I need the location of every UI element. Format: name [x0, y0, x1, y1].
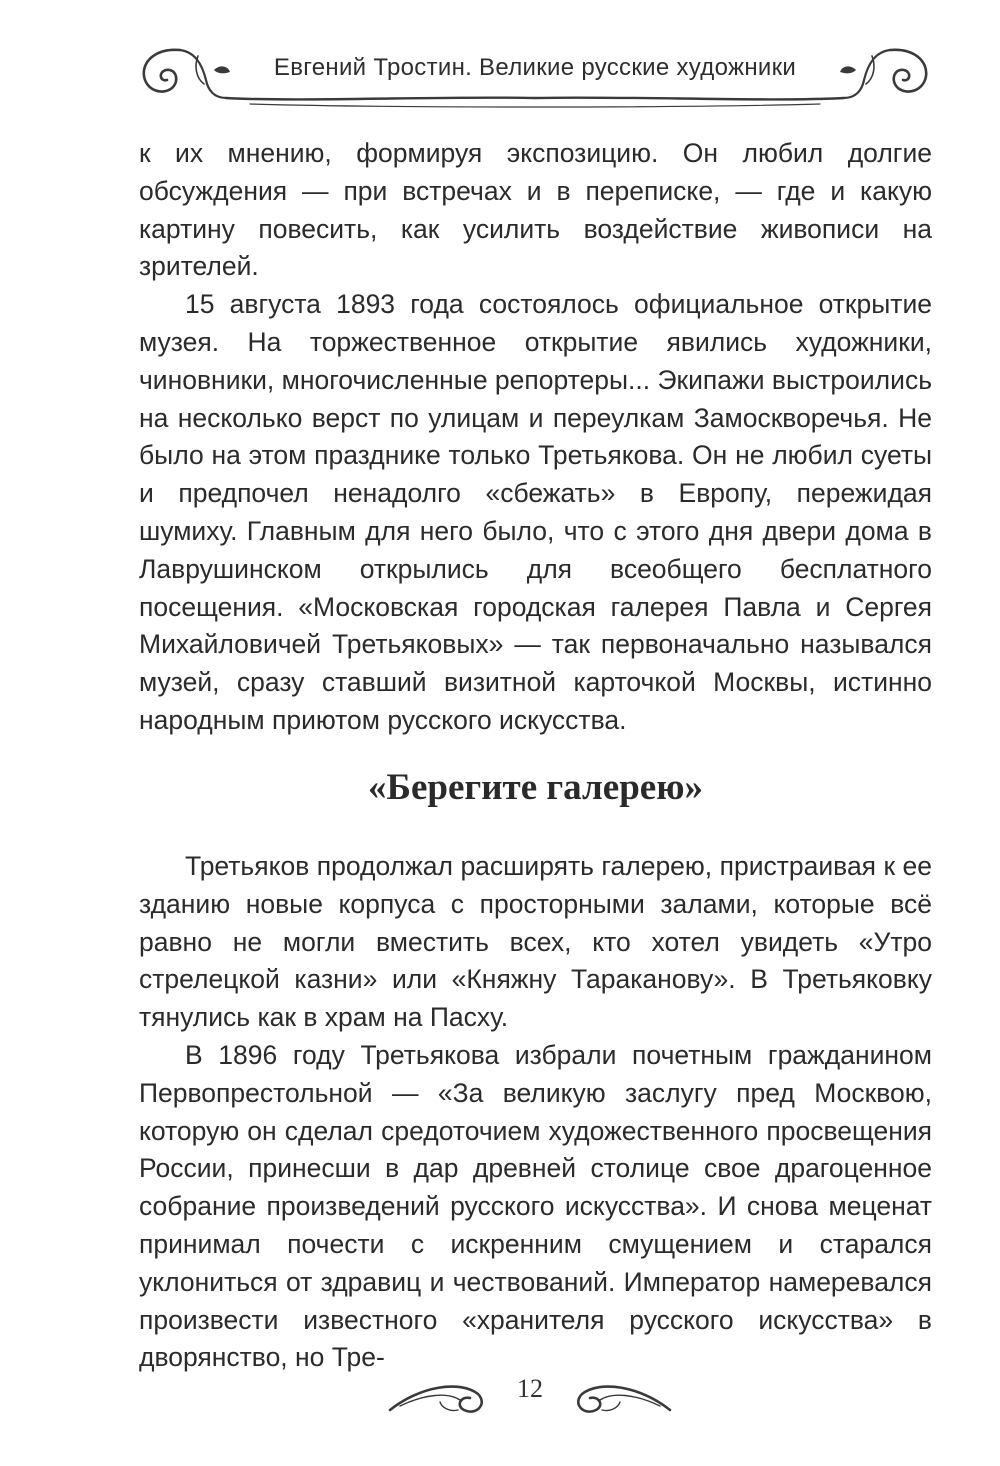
page-footer	[380, 1366, 680, 1426]
section-heading: «Берегите галерею»	[368, 767, 703, 808]
paragraph: 15 августа 1893 года состоялось официальное открытие музея. На торжественное открытие явились художники, чиновники, многочисленные репортеры... Экипажи выстроились на несколько верст по улицам и переулкам Замоскворечья. Не было на этом празднике только Третьякова. Он не любил суеты и предпочел ненадолго «сбежать» в Европу, пережидая шумиху. Главным для него было, что с этого дня двери дома в Лаврушинском открылись для всеобщего бесплатного посещения. «Московская городская галерея Павла и Сергея Михайловичей Третьяковых» — так первоначально назывался музей, сразу ставший визитной карточкой Москвы, истинно народным приютом русского искусства.	[139, 289, 932, 735]
body-text-bottom	[139, 848, 932, 1377]
running-header	[140, 40, 930, 110]
paragraph: В 1896 году Третьякова избрали почетным гражданином Первопрестольной — «За великую заслугу пред Москвою, которую он сделал средоточием художественного просвещения России, принесши в дар древней столице свое драгоценное собрание произведений русского искусства». И снова меценат принимал почести с искренним смущением и старался уклониться от здравиц и чествований. Император намеревался произвести известного «хранителя русского искусства» в дворянство, но Тре-	[139, 1039, 932, 1373]
body-text-top	[139, 135, 932, 740]
page-number: 12	[517, 1374, 543, 1403]
running-title: Евгений Тростин. Великие русские художники	[273, 54, 797, 81]
paragraph: Третьяков продолжал расширять галерею, пристраивая к ее зданию новые корпуса с просторными залами, которые всё равно не могли вместить всех, кто хотел увидеть «Утро стрелецкой казни» или «Княжну Тараканову». В Третьяковку тянулись как в храм на Пасху.	[139, 851, 932, 1033]
paragraph: к их мнению, формируя экспозицию. Он любил долгие обсуждения — при встречах и в переписке, — где и какую картину повесить, как усилить воздействие живописи на зрителей.	[139, 138, 932, 282]
